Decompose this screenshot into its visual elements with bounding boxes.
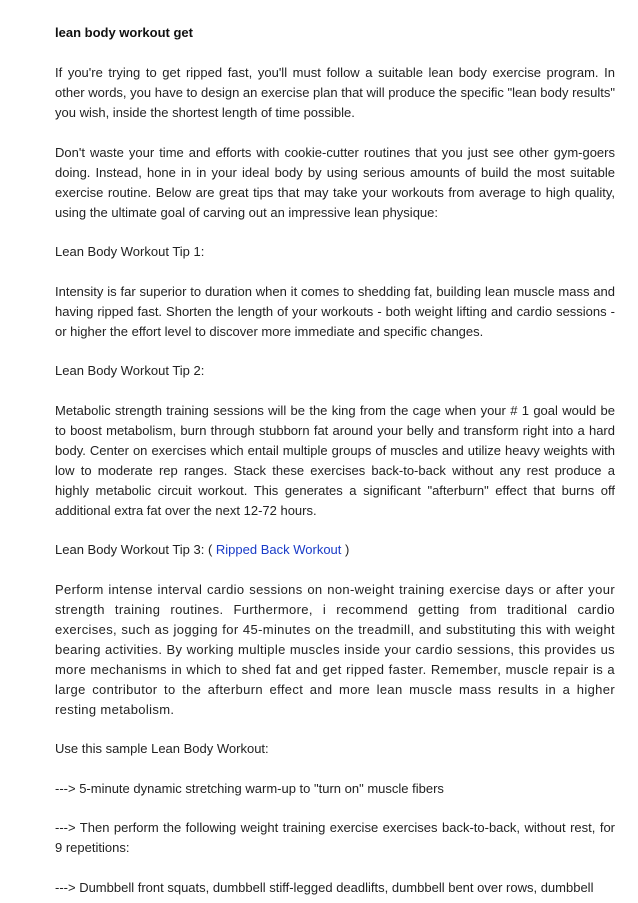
ripped-back-workout-link[interactable]: Ripped Back Workout (215, 542, 342, 557)
tip-3-paragraph: Perform intense interval cardio sessions on non-weight training exercise days or after your strength training routines. Furthermore, i recommend getting from traditional cardio exercises, such as jogging for 45-minutes on the treadmill, and substituting this with weight bearing activities. By working multiple muscles inside your cardio sessions, this provides us more mechanisms in which to shed fat and get ripped faster. Remember, muscle repair is a large contributor to the afterburn effect and more lean muscle mass results in a higher resting metabolism. (55, 581, 615, 717)
workout-step-circuit: ---> Then perform the following weight training exercise exercises back-to-back, without rest, for 9 repetitions: (55, 820, 615, 855)
advice-paragraph: Don't waste your time and efforts with cookie-cutter routines that you just see other gym-goers doing. Instead, hone in in your ideal body by using serious amounts of build the most suitable exercise routine. Below are great tips that may take your workouts from average to high quality, using the ultimate goal of carving out an impressive lean physique: (55, 144, 615, 220)
tip-1-heading: Lean Body Workout Tip 1: (55, 244, 205, 259)
sample-workout-heading: Use this sample Lean Body Workout: (55, 741, 269, 756)
tip-2-heading: Lean Body Workout Tip 2: (55, 363, 205, 378)
workout-step-warmup: ---> 5-minute dynamic stretching warm-up to "turn on" muscle fibers (55, 780, 444, 796)
tip-2-paragraph: Metabolic strength training sessions will be the king from the cage when your # 1 goal would be to boost metabolism, burn through stubborn fat around your belly and transform right into a hard body. Center on exercises which entail multiple groups of muscles and utilize heavy weights with low to moderate rep ranges. Stack these exercises back-to-back without any rest produce a highly metabolic circuit workout. This generates a significant "afterburn" effect that burns off additional extra fat over the next 12-72 hours. (55, 402, 615, 518)
intro-paragraph: If you're trying to get ripped fast, you'll must follow a suitable lean body exercise program. In other words, you have to design an exercise plan that will produce the specific "lean body results" you wish, inside the shortest length of time possible. (55, 65, 615, 120)
workout-step-exercises: ---> Dumbbell front squats, dumbbell stiff-legged deadlifts, dumbbell bent over rows, dumbbell (55, 879, 594, 895)
tip-3-heading (55, 540, 615, 560)
document-title: lean body workout get (55, 25, 193, 40)
tip-1-paragraph: Intensity is far superior to duration when it comes to shedding fat, building lean muscle mass and having ripped fast. Shorten the length of your workouts - both weight lifting and cardio sessions - or higher the effort level to discover more immediate and specific changes. (55, 283, 615, 339)
tip-3-suffix: ) (341, 542, 350, 557)
tip-3-prefix: Lean Body Workout Tip 3: ( (55, 542, 216, 557)
